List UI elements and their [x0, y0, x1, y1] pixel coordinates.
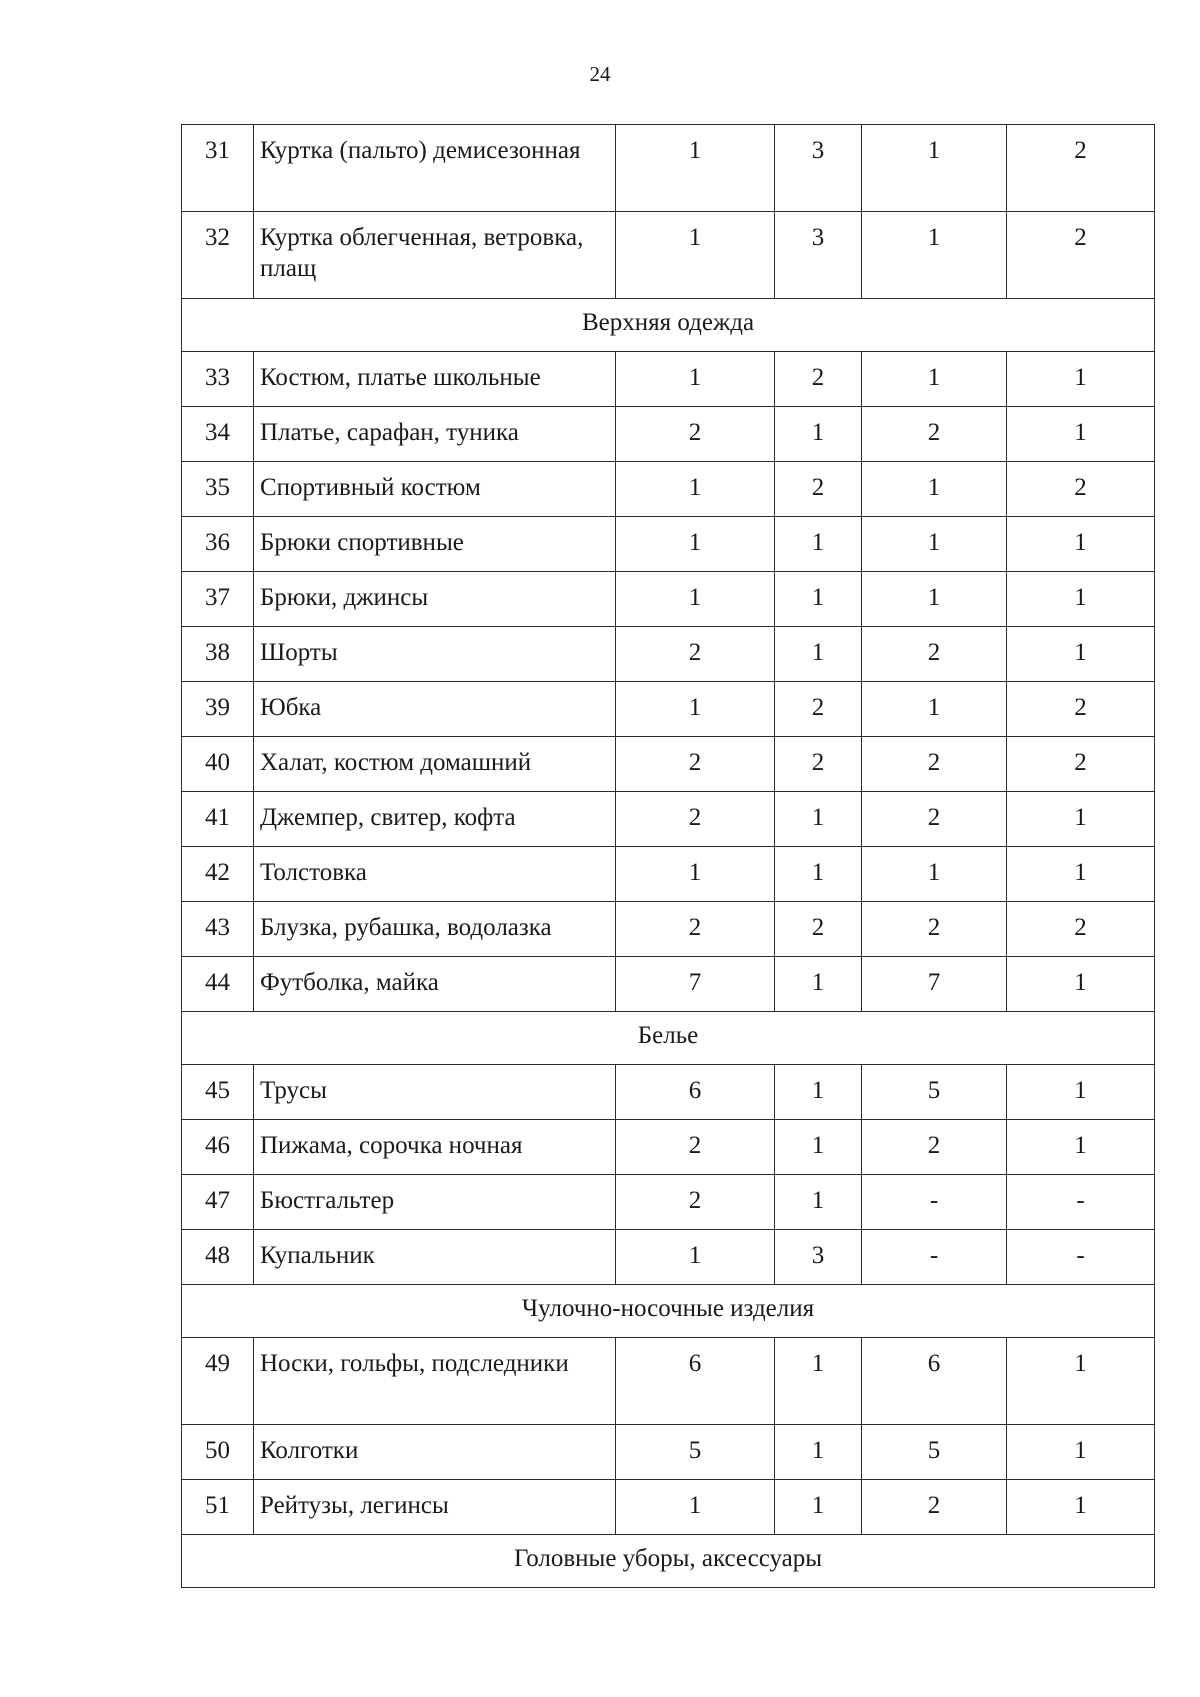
item-number: 46: [182, 1120, 254, 1175]
item-quantity-3: 5: [862, 1065, 1007, 1120]
section-header-row: [182, 1535, 1155, 1588]
item-quantity-3: 1: [862, 682, 1007, 737]
item-quantity-4: 2: [1007, 682, 1155, 737]
item-quantity-2: 3: [775, 125, 862, 212]
item-quantity-3: 2: [862, 902, 1007, 957]
item-name: Куртка облегченная, ветровка, плащ: [254, 212, 616, 299]
item-quantity-2: 1: [775, 1338, 862, 1425]
item-quantity-1: 1: [616, 1230, 775, 1285]
table-row: [182, 627, 1155, 682]
item-quantity-2: 1: [775, 847, 862, 902]
item-quantity-1: 1: [616, 847, 775, 902]
item-quantity-2: 1: [775, 517, 862, 572]
item-name: Джемпер, свитер, кофта: [254, 792, 616, 847]
item-number: 34: [182, 407, 254, 462]
item-quantity-4: 1: [1007, 1065, 1155, 1120]
item-quantity-3: 2: [862, 792, 1007, 847]
table-row: [182, 572, 1155, 627]
item-name: Куртка (пальто) демисезонная: [254, 125, 616, 212]
item-quantity-1: 2: [616, 1175, 775, 1230]
item-name: Колготки: [254, 1425, 616, 1480]
item-quantity-2: 1: [775, 792, 862, 847]
item-quantity-1: 2: [616, 792, 775, 847]
item-quantity-2: 1: [775, 407, 862, 462]
section-title: Чулочно-носочные изделия: [182, 1285, 1155, 1338]
item-name: Рейтузы, легинсы: [254, 1480, 616, 1535]
item-quantity-2: 2: [775, 902, 862, 957]
item-quantity-3: 7: [862, 957, 1007, 1012]
item-quantity-4: 1: [1007, 1120, 1155, 1175]
item-quantity-3: 2: [862, 737, 1007, 792]
item-quantity-2: 1: [775, 1120, 862, 1175]
item-quantity-2: 1: [775, 1065, 862, 1120]
item-quantity-4: 2: [1007, 125, 1155, 212]
item-quantity-3: 1: [862, 517, 1007, 572]
section-header-row: [182, 1012, 1155, 1065]
item-quantity-1: 6: [616, 1338, 775, 1425]
item-quantity-2: 3: [775, 1230, 862, 1285]
item-quantity-1: 1: [616, 572, 775, 627]
item-number: 48: [182, 1230, 254, 1285]
item-quantity-4: 1: [1007, 407, 1155, 462]
section-header-row: [182, 1285, 1155, 1338]
item-quantity-4: 1: [1007, 1480, 1155, 1535]
item-number: 40: [182, 737, 254, 792]
item-quantity-3: 6: [862, 1338, 1007, 1425]
item-quantity-1: 1: [616, 517, 775, 572]
item-quantity-3: -: [862, 1230, 1007, 1285]
table-row: [182, 1480, 1155, 1535]
item-quantity-2: 1: [775, 957, 862, 1012]
item-number: 35: [182, 462, 254, 517]
item-quantity-2: 2: [775, 462, 862, 517]
item-quantity-3: 2: [862, 1120, 1007, 1175]
table-row: [182, 957, 1155, 1012]
item-number: 45: [182, 1065, 254, 1120]
item-quantity-3: -: [862, 1175, 1007, 1230]
page-number: 24: [589, 62, 611, 86]
table-row: [182, 792, 1155, 847]
item-quantity-1: 2: [616, 627, 775, 682]
item-name: Бюстгальтер: [254, 1175, 616, 1230]
table-row: [182, 462, 1155, 517]
table-row: [182, 1120, 1155, 1175]
table-body: [182, 125, 1155, 1588]
item-quantity-3: 1: [862, 125, 1007, 212]
item-quantity-1: 2: [616, 902, 775, 957]
table-row: [182, 352, 1155, 407]
item-quantity-4: 1: [1007, 572, 1155, 627]
item-number: 43: [182, 902, 254, 957]
table-row: [182, 1065, 1155, 1120]
item-quantity-3: 1: [862, 352, 1007, 407]
table-row: [182, 1338, 1155, 1425]
item-quantity-4: 2: [1007, 737, 1155, 792]
item-number: 44: [182, 957, 254, 1012]
item-number: 31: [182, 125, 254, 212]
item-number: 39: [182, 682, 254, 737]
section-title: Белье: [182, 1012, 1155, 1065]
item-quantity-4: 1: [1007, 792, 1155, 847]
item-quantity-1: 2: [616, 737, 775, 792]
item-quantity-4: -: [1007, 1175, 1155, 1230]
table-row: [182, 847, 1155, 902]
item-number: 32: [182, 212, 254, 299]
item-quantity-1: 2: [616, 407, 775, 462]
item-name: Толстовка: [254, 847, 616, 902]
item-quantity-4: 2: [1007, 212, 1155, 299]
item-quantity-4: 1: [1007, 1425, 1155, 1480]
item-quantity-3: 2: [862, 1480, 1007, 1535]
item-name: Халат, костюм домашний: [254, 737, 616, 792]
item-number: 36: [182, 517, 254, 572]
item-quantity-3: 1: [862, 847, 1007, 902]
item-quantity-2: 1: [775, 627, 862, 682]
item-quantity-1: 1: [616, 352, 775, 407]
table-row: [182, 212, 1155, 299]
item-quantity-3: 1: [862, 212, 1007, 299]
item-quantity-3: 2: [862, 627, 1007, 682]
item-name: Платье, сарафан, туника: [254, 407, 616, 462]
item-quantity-1: 1: [616, 125, 775, 212]
item-quantity-2: 3: [775, 212, 862, 299]
item-quantity-4: 1: [1007, 352, 1155, 407]
item-quantity-2: 1: [775, 572, 862, 627]
item-number: 50: [182, 1425, 254, 1480]
section-title: Верхняя одежда: [182, 299, 1155, 352]
item-name: Брюки спортивные: [254, 517, 616, 572]
item-quantity-4: 1: [1007, 1338, 1155, 1425]
item-number: 38: [182, 627, 254, 682]
item-quantity-4: -: [1007, 1230, 1155, 1285]
item-number: 33: [182, 352, 254, 407]
section-header-row: [182, 299, 1155, 352]
item-number: 42: [182, 847, 254, 902]
item-quantity-3: 1: [862, 462, 1007, 517]
item-quantity-1: 1: [616, 1480, 775, 1535]
section-title: Головные уборы, аксессуары: [182, 1535, 1155, 1588]
item-quantity-4: 2: [1007, 902, 1155, 957]
item-quantity-3: 2: [862, 407, 1007, 462]
table-row: [182, 517, 1155, 572]
table-row: [182, 407, 1155, 462]
item-name: Трусы: [254, 1065, 616, 1120]
table-row: [182, 737, 1155, 792]
item-name: Костюм, платье школьные: [254, 352, 616, 407]
item-quantity-4: 1: [1007, 957, 1155, 1012]
item-quantity-1: 1: [616, 212, 775, 299]
item-quantity-1: 5: [616, 1425, 775, 1480]
item-number: 49: [182, 1338, 254, 1425]
item-quantity-4: 1: [1007, 627, 1155, 682]
item-quantity-1: 1: [616, 462, 775, 517]
item-quantity-3: 1: [862, 572, 1007, 627]
item-number: 37: [182, 572, 254, 627]
table-row: [182, 1175, 1155, 1230]
item-quantity-2: 1: [775, 1480, 862, 1535]
table-row: [182, 682, 1155, 737]
item-quantity-4: 2: [1007, 462, 1155, 517]
item-name: Шорты: [254, 627, 616, 682]
item-name: Брюки, джинсы: [254, 572, 616, 627]
item-name: Футболка, майка: [254, 957, 616, 1012]
item-number: 47: [182, 1175, 254, 1230]
item-name: Носки, гольфы, подследники: [254, 1338, 616, 1425]
clothing-norms-table: [181, 124, 1155, 1588]
item-quantity-1: 6: [616, 1065, 775, 1120]
item-name: Пижама, сорочка ночная: [254, 1120, 616, 1175]
item-quantity-4: 1: [1007, 847, 1155, 902]
item-quantity-2: 1: [775, 1175, 862, 1230]
item-name: Спортивный костюм: [254, 462, 616, 517]
item-quantity-2: 1: [775, 1425, 862, 1480]
item-name: Юбка: [254, 682, 616, 737]
item-name: Купальник: [254, 1230, 616, 1285]
item-quantity-2: 2: [775, 682, 862, 737]
table-row: [182, 902, 1155, 957]
item-quantity-1: 2: [616, 1120, 775, 1175]
item-number: 51: [182, 1480, 254, 1535]
item-quantity-2: 2: [775, 737, 862, 792]
table-row: [182, 125, 1155, 212]
item-quantity-4: 1: [1007, 517, 1155, 572]
item-quantity-1: 7: [616, 957, 775, 1012]
item-quantity-3: 5: [862, 1425, 1007, 1480]
item-name: Блузка, рубашка, водолазка: [254, 902, 616, 957]
item-quantity-2: 2: [775, 352, 862, 407]
table-row: [182, 1230, 1155, 1285]
item-number: 41: [182, 792, 254, 847]
table-row: [182, 1425, 1155, 1480]
item-quantity-1: 1: [616, 682, 775, 737]
